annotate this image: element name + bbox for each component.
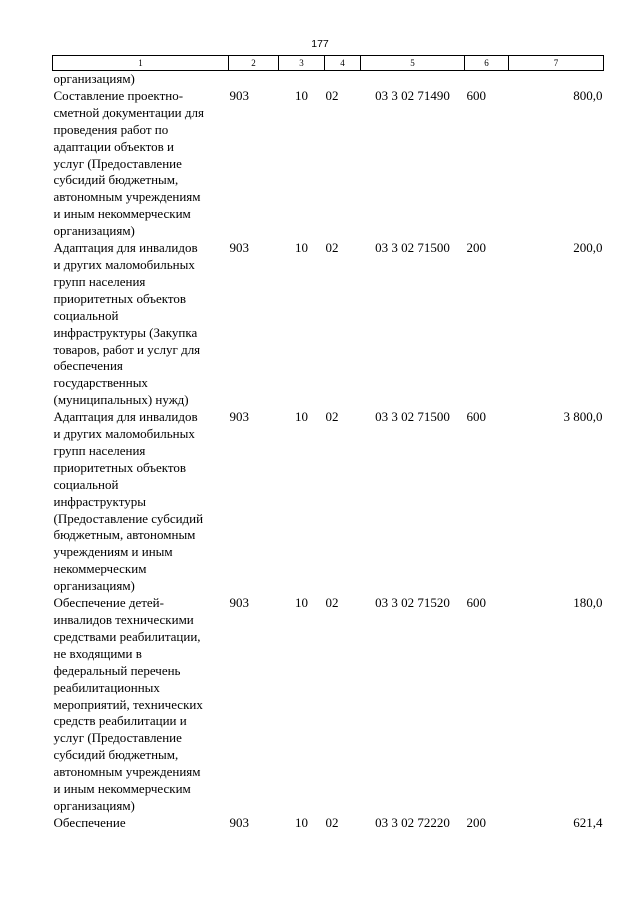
expense-name-line: Обеспечение [53, 814, 126, 830]
expense-name-line: учреждениям и иным [53, 544, 173, 560]
expense-type-code: 200 [466, 814, 486, 830]
section-code [279, 71, 325, 88]
expense-name-line: Адаптация для инвалидов [53, 409, 198, 425]
target-article-code: 03 3 02 71500 [375, 240, 450, 256]
target-article-code: 03 3 02 71520 [375, 595, 450, 611]
table-row [53, 595, 604, 815]
column-number-6: 6 [465, 56, 509, 71]
column-number-5: 5 [361, 56, 465, 71]
section-code: 10 [295, 87, 308, 103]
expense-name-line: федеральный перечень [53, 662, 181, 678]
expense-name-line: социальной [53, 476, 119, 492]
section-code: 10 [295, 814, 308, 830]
main-admin-code: 903 [229, 87, 249, 103]
amount: 621,4 [573, 814, 603, 830]
target-article-code: 03 3 02 71500 [375, 409, 450, 425]
expense-name-line: средствами реабилитации, [53, 628, 201, 644]
expense-name-line: проведения работ по [53, 121, 169, 137]
expense-name-line: услуг (Предоставление [53, 155, 182, 171]
expense-name-line: автономным учреждениям [53, 189, 201, 205]
amount [509, 71, 604, 88]
expense-type-code: 600 [466, 595, 486, 611]
expense-name-line: обеспечения [53, 358, 123, 374]
expense-name [53, 815, 229, 832]
expense-name-line: государственных [53, 375, 148, 391]
section-code: 10 [295, 240, 308, 256]
expense-name-line: инфраструктуры [53, 493, 146, 509]
subsection-code: 02 [325, 240, 339, 256]
expense-name-line: сметной документации для [53, 104, 204, 120]
expense-name-line: инвалидов техническими [53, 612, 194, 627]
expense-name-line: Составление проектно- [53, 87, 184, 103]
expense-name-line: приоритетных объектов [53, 459, 187, 475]
section-code: 10 [295, 409, 308, 425]
expense-name-line: товаров, работ и услуг для [53, 341, 201, 357]
expense-name-line: инфраструктуры (Закупка [53, 324, 198, 340]
column-number-1: 1 [53, 56, 229, 71]
subsection-code: 02 [325, 87, 339, 103]
column-number-3: 3 [279, 56, 325, 71]
expense-name [53, 88, 229, 240]
main-admin-code: 903 [229, 814, 249, 830]
expense-name-line: Адаптация для инвалидов [53, 240, 198, 256]
expense-name-line: субсидий бюджетным, [53, 747, 179, 763]
main-admin-code [229, 71, 279, 88]
expense-type-code: 200 [466, 240, 486, 256]
expense-name-line: субсидий бюджетным, [53, 172, 179, 188]
expense-name-line: групп населения [53, 273, 146, 289]
table-row [53, 71, 604, 88]
table-body [53, 71, 604, 832]
expense-name-line: организациям) [53, 223, 135, 239]
expense-name-line: некоммерческим [53, 561, 147, 577]
expense-name [53, 71, 229, 88]
expense-name-line: социальной [53, 307, 119, 323]
expense-type-code: 600 [466, 87, 486, 103]
subsection-code: 02 [325, 595, 339, 611]
expense-name [53, 240, 229, 409]
amount: 180,0 [573, 595, 603, 611]
expense-type-code [465, 71, 509, 88]
column-number-row [53, 56, 604, 71]
section-code: 10 [295, 595, 308, 611]
table-row [53, 409, 604, 595]
main-admin-code: 903 [229, 595, 249, 611]
table-row [53, 240, 604, 409]
expense-name-line: и иным некоммерческим [53, 206, 191, 222]
expense-name [53, 595, 229, 815]
expense-name-line: не входящими в [53, 645, 142, 661]
expense-name-line: организациям) [53, 578, 135, 594]
expense-name-line: автономным учреждениям [53, 764, 201, 780]
expense-name-line: организациям) [53, 797, 135, 813]
expense-name-line: адаптации объектов и [53, 138, 174, 154]
expense-name-line: и иным некоммерческим [53, 781, 191, 797]
expense-name-line: и других маломобильных [53, 256, 195, 272]
column-number-7: 7 [509, 56, 604, 71]
amount: 200,0 [573, 240, 603, 256]
expense-name-line: групп населения [53, 442, 146, 458]
budget-table [52, 55, 604, 832]
expense-type-code: 600 [466, 409, 486, 425]
subsection-code: 02 [325, 814, 339, 830]
expense-name-line: услуг (Предоставление [53, 730, 182, 746]
column-number-4: 4 [325, 56, 361, 71]
expense-name-line: бюджетным, автономным [53, 527, 196, 543]
expense-name [53, 409, 229, 595]
expense-name-line: мероприятий, технических [53, 696, 203, 712]
expense-name-line: средств реабилитации и [53, 713, 187, 729]
expense-name-line: и других маломобильных [53, 426, 195, 442]
target-article-code [361, 71, 465, 88]
target-article-code: 03 3 02 72220 [375, 814, 450, 830]
subsection-code [325, 71, 361, 88]
column-number-2: 2 [229, 56, 279, 71]
subsection-code: 02 [325, 409, 339, 425]
expense-name-line: (Предоставление субсидий [53, 510, 204, 526]
target-article-code: 03 3 02 71490 [375, 87, 450, 103]
amount: 800,0 [573, 87, 603, 103]
page-number: 177 [311, 38, 329, 50]
table-row [53, 815, 604, 832]
expense-name-line: организациям) [53, 71, 135, 86]
main-admin-code: 903 [229, 240, 249, 256]
expense-name-line: Обеспечение детей- [53, 595, 164, 611]
main-admin-code: 903 [229, 409, 249, 425]
expense-name-line: приоритетных объектов [53, 290, 187, 306]
amount: 3 800,0 [563, 409, 603, 425]
expense-name-line: реабилитационных [53, 679, 160, 695]
table-row [53, 88, 604, 240]
expense-name-line: (муниципальных) нужд) [53, 392, 189, 408]
